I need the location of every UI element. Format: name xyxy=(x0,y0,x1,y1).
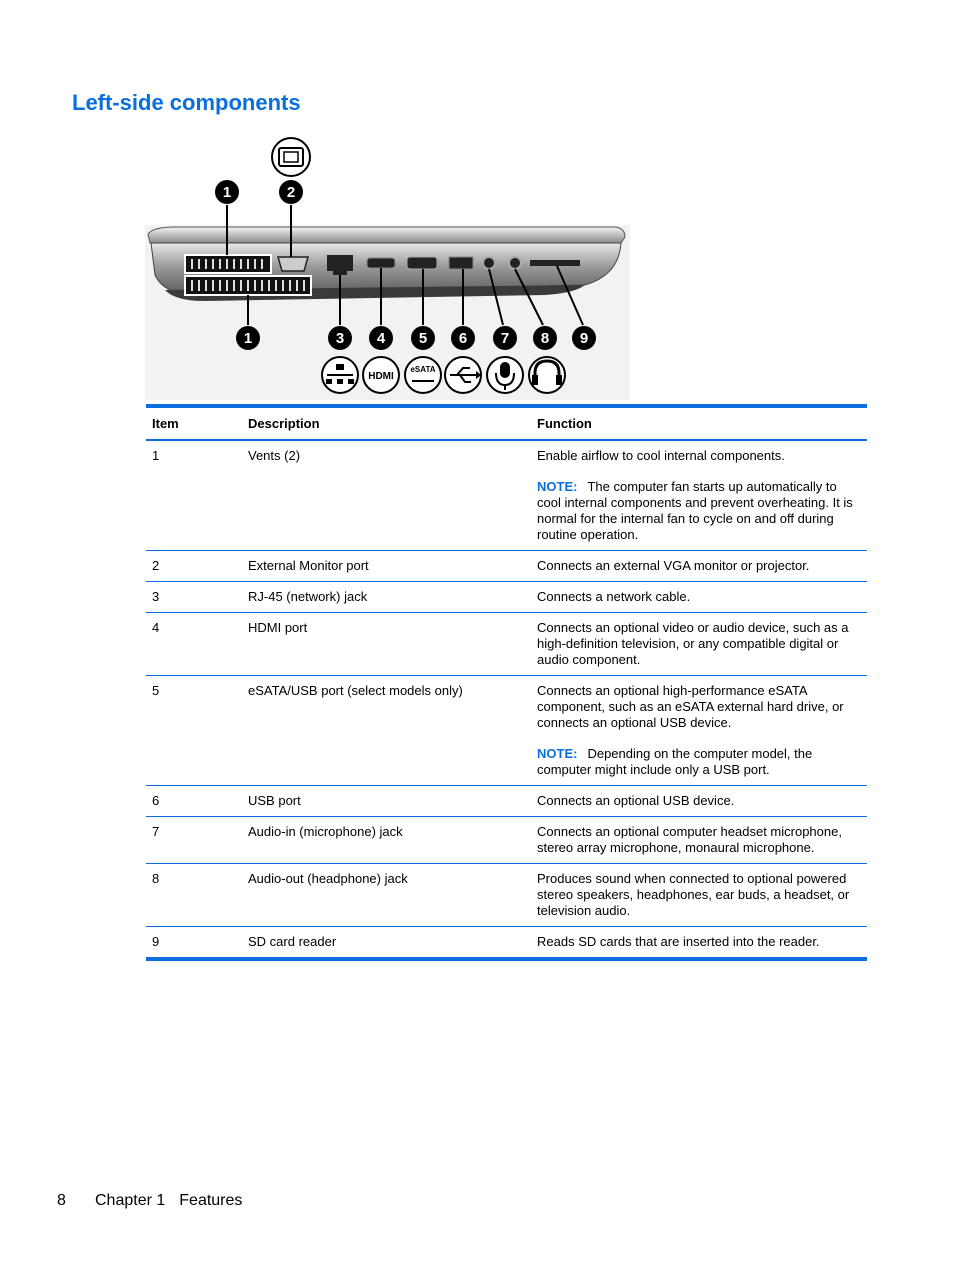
svg-text:4: 4 xyxy=(376,330,386,347)
callout-2 xyxy=(279,180,303,204)
description-cell: Audio-in (microphone) jack xyxy=(248,824,403,839)
callout-9 xyxy=(572,326,596,350)
svg-text:9: 9 xyxy=(579,330,589,347)
description-cell: HDMI port xyxy=(248,620,308,635)
description-cell: eSATA/USB port (select models only) xyxy=(248,683,463,698)
svg-text:3: 3 xyxy=(335,330,345,347)
note-label: NOTE: xyxy=(537,746,578,761)
description-cell: SD card reader xyxy=(248,934,337,949)
table-row xyxy=(146,864,867,927)
description-cell: USB port xyxy=(248,793,301,808)
audio-out-jack xyxy=(509,257,521,269)
callout-1-upper xyxy=(215,180,239,204)
usb-icon xyxy=(445,357,481,393)
footer-section: Features xyxy=(179,1192,243,1209)
item-cell: 1 xyxy=(152,448,160,463)
function-cell xyxy=(531,440,867,551)
callout-1-lower xyxy=(236,326,260,350)
svg-text:7: 7 xyxy=(500,330,510,347)
hdmi-icon xyxy=(363,357,399,393)
function-cell xyxy=(531,676,867,786)
audio-in-jack xyxy=(483,257,495,269)
table-row xyxy=(146,613,867,676)
item-cell: 4 xyxy=(152,620,160,635)
vent-upper xyxy=(185,255,271,273)
function-cell: Connects a network cable. xyxy=(537,589,691,604)
header-item: Item xyxy=(152,416,179,431)
function-cell: Produces sound when connected to optional powered stereo speakers, headphones, ear buds, a headset, or television audio. xyxy=(537,871,850,918)
table-row xyxy=(146,551,867,582)
vga-monitor-icon xyxy=(272,138,310,176)
callout-7 xyxy=(493,326,517,350)
description-cell: Audio-out (headphone) jack xyxy=(248,871,408,886)
note xyxy=(537,746,861,778)
note-text: Depending on the computer model, the computer might include only a USB port. xyxy=(537,746,813,777)
laptop-left-side-figure xyxy=(145,135,630,400)
callout-4 xyxy=(369,326,393,350)
hdmi-port xyxy=(367,258,395,268)
function-text: Enable airflow to cool internal components. xyxy=(537,448,785,463)
item-cell: 6 xyxy=(152,793,160,808)
footer-chapter: Chapter 1 xyxy=(95,1192,166,1209)
item-cell: 7 xyxy=(152,824,160,839)
description-cell: External Monitor port xyxy=(248,558,369,573)
section-title: Left-side components xyxy=(72,90,301,115)
svg-text:8: 8 xyxy=(540,330,550,347)
page-footer xyxy=(57,1192,242,1210)
microphone-icon xyxy=(487,357,523,393)
note-text: The computer fan starts up automatically to cool internal components and prevent overheating. It is normal for the internal fan to cycle on and off during routine operation. xyxy=(537,479,853,542)
table-row xyxy=(146,676,867,786)
svg-text:eSATA: eSATA xyxy=(410,365,436,374)
laptop-lid xyxy=(148,227,625,243)
description-cell: Vents (2) xyxy=(248,448,301,463)
table-row xyxy=(146,817,867,864)
page-number: 8 xyxy=(57,1192,66,1209)
table-row xyxy=(146,582,867,613)
callout-8 xyxy=(533,326,557,350)
table-row xyxy=(146,927,867,960)
esata-icon xyxy=(405,357,441,393)
svg-text:1: 1 xyxy=(222,184,232,201)
svg-text:2: 2 xyxy=(286,184,296,201)
vga-port xyxy=(278,257,308,271)
function-cell: Connects an optional video or audio device, such as a high-definition television, or any compatible digital or audio component. xyxy=(537,620,849,667)
function-cell: Connects an external VGA monitor or projector. xyxy=(537,558,810,573)
function-cell: Reads SD cards that are inserted into the reader. xyxy=(537,934,820,949)
table-header-row xyxy=(146,406,867,440)
callout-3 xyxy=(328,326,352,350)
description-cell: RJ-45 (network) jack xyxy=(248,589,368,604)
vent-lower xyxy=(185,276,311,295)
svg-text:HDMI: HDMI xyxy=(368,371,394,382)
note xyxy=(537,479,861,543)
item-cell: 8 xyxy=(152,871,160,886)
svg-text:1: 1 xyxy=(243,330,253,347)
table-row xyxy=(146,786,867,817)
components-table xyxy=(146,404,867,961)
esata-port xyxy=(407,257,437,269)
function-cell: Connects an optional computer headset microphone, stereo array microphone, monaural microphone. xyxy=(537,824,842,855)
function-text: Connects an optional high-performance eSATA component, such as an eSATA external hard drive, or connects an optional USB device. xyxy=(537,683,844,730)
usb-port xyxy=(449,257,473,269)
item-cell: 3 xyxy=(152,589,160,604)
table-row xyxy=(146,440,867,551)
header-function: Function xyxy=(537,416,592,431)
item-cell: 9 xyxy=(152,934,160,949)
callout-6 xyxy=(451,326,475,350)
svg-text:5: 5 xyxy=(418,330,428,347)
header-description: Description xyxy=(248,416,320,431)
function-cell: Connects an optional USB device. xyxy=(537,793,735,808)
headphone-icon xyxy=(529,357,565,393)
sd-card-slot xyxy=(530,260,580,266)
item-cell: 5 xyxy=(152,683,160,698)
svg-text:6: 6 xyxy=(458,330,468,347)
item-cell: 2 xyxy=(152,558,160,573)
network-icon xyxy=(322,357,358,393)
callout-5 xyxy=(411,326,435,350)
note-label: NOTE: xyxy=(537,479,578,494)
